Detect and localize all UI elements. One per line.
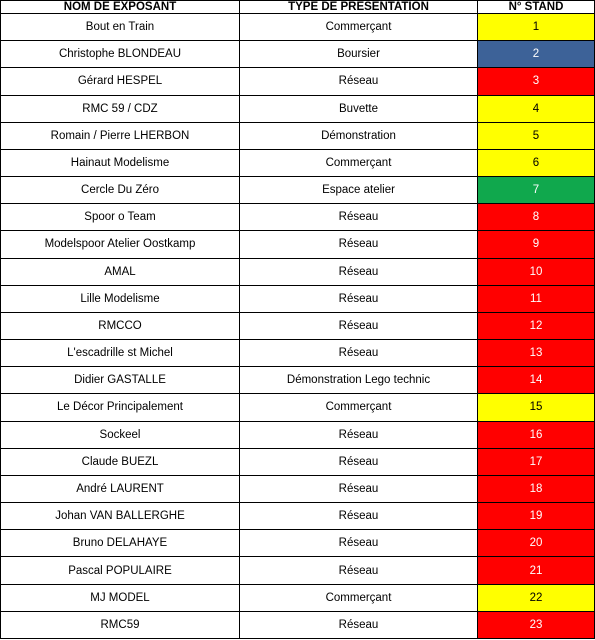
exposant-cell: Bruno DELAHAYE [1,530,240,557]
stand-cell: 2 [478,41,595,68]
type-cell: Réseau [240,448,478,475]
type-cell: Réseau [240,557,478,584]
type-cell: Commerçant [240,14,478,41]
table-row [1,312,595,339]
table-row [1,584,595,611]
type-cell: Buvette [240,95,478,122]
table-row [1,95,595,122]
type-cell: Démonstration Lego technic [240,367,478,394]
stand-cell: 23 [478,611,595,638]
exposant-cell: Romain / Pierre LHERBON [1,122,240,149]
type-cell: Espace atelier [240,177,478,204]
table-row [1,258,595,285]
table-body [1,14,595,639]
type-cell: Démonstration [240,122,478,149]
table-row [1,340,595,367]
type-cell: Réseau [240,503,478,530]
exposant-cell: RMC 59 / CDZ [1,95,240,122]
type-cell: Réseau [240,421,478,448]
exposant-cell: Lille Modelisme [1,285,240,312]
stand-cell: 14 [478,367,595,394]
stand-cell: 17 [478,448,595,475]
exposant-cell: Didier GASTALLE [1,367,240,394]
exposant-cell: Claude BUEZL [1,448,240,475]
type-cell: Commerçant [240,584,478,611]
type-cell: Réseau [240,258,478,285]
stand-cell: 9 [478,231,595,258]
stand-cell: 19 [478,503,595,530]
table-row [1,367,595,394]
exposant-cell: Hainaut Modelisme [1,149,240,176]
stand-cell: 16 [478,421,595,448]
stand-cell: 20 [478,530,595,557]
table-row [1,122,595,149]
exposant-cell: Pascal POPULAIRE [1,557,240,584]
type-cell: Commerçant [240,394,478,421]
stand-cell: 21 [478,557,595,584]
header-type: TYPE DE PRESENTATION [240,1,478,14]
exposant-cell: Sockeel [1,421,240,448]
stand-cell: 10 [478,258,595,285]
header-stand: N° STAND [478,1,595,14]
table-row [1,177,595,204]
exposant-cell: André LAURENT [1,475,240,502]
table-row [1,557,595,584]
table-row [1,149,595,176]
stand-cell: 15 [478,394,595,421]
exposant-cell: Gérard HESPEL [1,68,240,95]
stand-cell: 7 [478,177,595,204]
stand-cell: 12 [478,312,595,339]
table-row [1,611,595,638]
exposant-cell: Cercle Du Zéro [1,177,240,204]
type-cell: Réseau [240,312,478,339]
type-cell: Réseau [240,340,478,367]
exposant-cell: Christophe BLONDEAU [1,41,240,68]
table-row [1,41,595,68]
table-row [1,394,595,421]
stand-cell: 1 [478,14,595,41]
exposant-cell: L'escadrille st Michel [1,340,240,367]
exposant-cell: Spoor o Team [1,204,240,231]
type-cell: Réseau [240,611,478,638]
stand-cell: 4 [478,95,595,122]
type-cell: Réseau [240,231,478,258]
exposant-cell: Le Décor Principalement [1,394,240,421]
table-row [1,421,595,448]
exposant-cell: AMAL [1,258,240,285]
table-row [1,231,595,258]
header-row [1,1,595,14]
header-exposant: NOM DE EXPOSANT [1,1,240,14]
stand-cell: 5 [478,122,595,149]
type-cell: Boursier [240,41,478,68]
exposant-cell: Modelspoor Atelier Oostkamp [1,231,240,258]
table-row [1,285,595,312]
type-cell: Réseau [240,285,478,312]
stand-cell: 18 [478,475,595,502]
stand-cell: 22 [478,584,595,611]
exposant-cell: RMCCO [1,312,240,339]
exposant-cell: Bout en Train [1,14,240,41]
table-row [1,475,595,502]
table-row [1,14,595,41]
table-row [1,530,595,557]
type-cell: Réseau [240,530,478,557]
type-cell: Réseau [240,68,478,95]
table-row [1,204,595,231]
type-cell: Réseau [240,204,478,231]
type-cell: Réseau [240,475,478,502]
exposant-cell: RMC59 [1,611,240,638]
type-cell: Commerçant [240,149,478,176]
exposant-cell: MJ MODEL [1,584,240,611]
exposant-cell: Johan VAN BALLERGHE [1,503,240,530]
table-row [1,448,595,475]
table-row [1,68,595,95]
table-row [1,503,595,530]
stand-cell: 6 [478,149,595,176]
stand-cell: 13 [478,340,595,367]
stand-cell: 11 [478,285,595,312]
stand-cell: 3 [478,68,595,95]
stand-cell: 8 [478,204,595,231]
